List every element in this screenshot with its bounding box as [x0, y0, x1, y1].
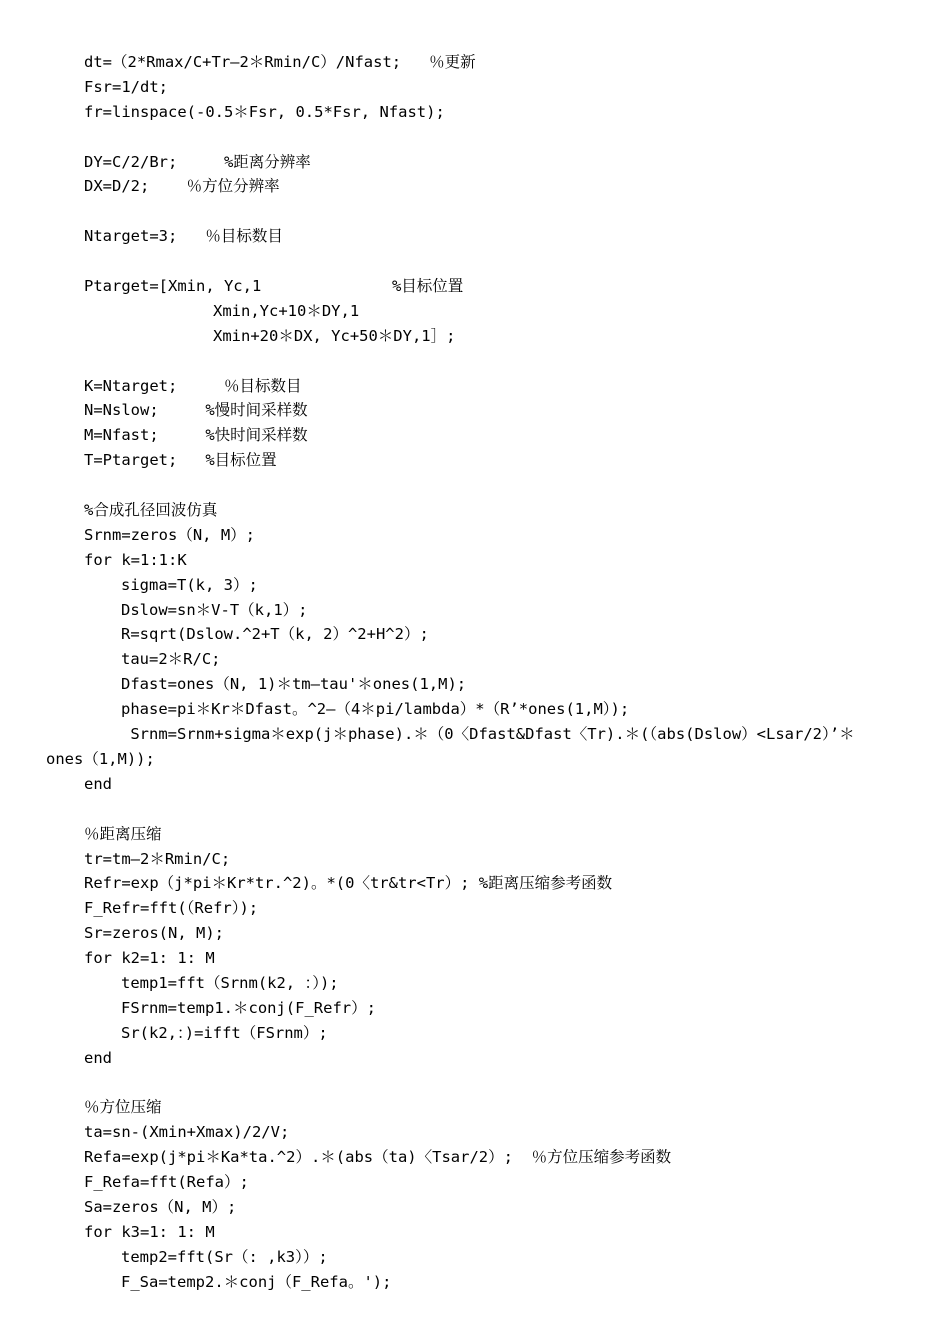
- code-line: Refr=exp（j*pi＊Kr*tr.^2)。*(0〈tr&tr<Tr）; %距离压缩参考函数: [84, 874, 613, 893]
- code-line: F_Refr=fft(（Refr）);: [84, 899, 259, 918]
- code-comment-line: %合成孔径回波仿真: [84, 501, 218, 520]
- code-line: R=sqrt(Dslow.^2+T（k, 2）^2+H^2）;: [121, 625, 429, 644]
- code-line: end: [84, 774, 112, 793]
- code-line: fr=linspace(-0.5＊Fsr, 0.5*Fsr, Nfast);: [84, 102, 445, 121]
- code-comment-line: ％距离压缩: [84, 824, 162, 843]
- code-line: Dfast=ones（N, 1)＊tm—tau'＊ones(1,M);: [121, 675, 467, 694]
- blank-line: [0, 1071, 950, 1096]
- code-line: Sa=zeros（N, M）;: [84, 1197, 237, 1216]
- code-line: Srnm=Srnm+sigma＊exp(j＊phase).＊（0〈Dfast&Dfast〈Tr).＊(（abs(Dslow）<Lsar/2）’＊: [121, 725, 855, 744]
- code-line: K=Ntarget; ％目标数目: [84, 376, 302, 395]
- code-line: Ptarget=[Xmin, Yc,1 %目标位置: [84, 277, 464, 296]
- code-line: end: [84, 1048, 112, 1067]
- code-line: dt=（2*Rmax/C+Tr—2＊Rmin/C）/Nfast; ％更新: [84, 53, 476, 71]
- code-line: Fsr=1/dt;: [84, 77, 168, 96]
- code-line: Sr=zeros(N, M);: [84, 924, 224, 943]
- blank-line: [0, 249, 950, 274]
- code-line: for k2=1: 1: M: [84, 949, 215, 968]
- blank-line: [0, 797, 950, 822]
- code-line: tr=tm—2＊Rmin/C;: [84, 849, 231, 868]
- code-line: Dslow=sn＊V-T（k,1）;: [121, 600, 308, 619]
- code-line: Xmin,Yc+10＊DY,1: [213, 301, 360, 320]
- code-line: Refa=exp(j*pi＊Ka*ta.^2）.＊(abs（ta)〈Tsar/2）; ％方位压缩参考函数: [84, 1148, 672, 1167]
- blank-line: [0, 199, 950, 224]
- code-line: temp2=fft(Sr（: ,k3））;: [121, 1247, 328, 1266]
- code-line: tau=2＊R/C;: [121, 650, 221, 669]
- code-line: DY=C/2/Br; %距离分辨率: [84, 152, 311, 171]
- blank-line: [0, 473, 950, 498]
- code-line: Ntarget=3; ％目标数目: [84, 227, 283, 246]
- code-line: ta=sn-(Xmin+Xmax)/2/V;: [84, 1123, 290, 1142]
- code-line: Sr(k2,：)=ifft（FSrnm）;: [121, 1023, 328, 1042]
- code-comment-line: ％方位压缩: [84, 1098, 162, 1117]
- code-line: F_Sa=temp2.＊conj（F_Refa。');: [121, 1272, 392, 1291]
- code-line: temp1=fft（Srnm(k2, ：）);: [121, 973, 339, 992]
- blank-line: [0, 349, 950, 374]
- code-line: Xmin+20＊DX, Yc+50＊DY,1］;: [213, 326, 456, 345]
- code-line: F_Refa=fft(Refa）;: [84, 1173, 249, 1192]
- code-line: N=Nslow; %慢时间采样数: [84, 401, 308, 420]
- code-line: ones（1,M));: [46, 749, 155, 768]
- code-line: sigma=T(k, 3）;: [121, 575, 258, 594]
- code-line: phase=pi＊Kr＊Dfast。^2—（4＊pi/lambda）*（R’*ones(1,M）);: [121, 700, 630, 719]
- code-line: M=Nfast; %快时间采样数: [84, 426, 308, 445]
- code-line: T=Ptarget; %目标位置: [84, 451, 277, 470]
- matlab-code-listing: [0, 50, 950, 1295]
- code-line: Srnm=zeros（N, M）;: [84, 525, 255, 544]
- code-line: for k=1:1:K: [84, 550, 187, 569]
- blank-line: [0, 125, 950, 150]
- code-line: for k3=1: 1: M: [84, 1222, 215, 1241]
- code-line: DX=D/2; ％方位分辨率: [84, 177, 280, 196]
- code-line: FSrnm=temp1.＊conj(F_Refr）;: [121, 998, 376, 1017]
